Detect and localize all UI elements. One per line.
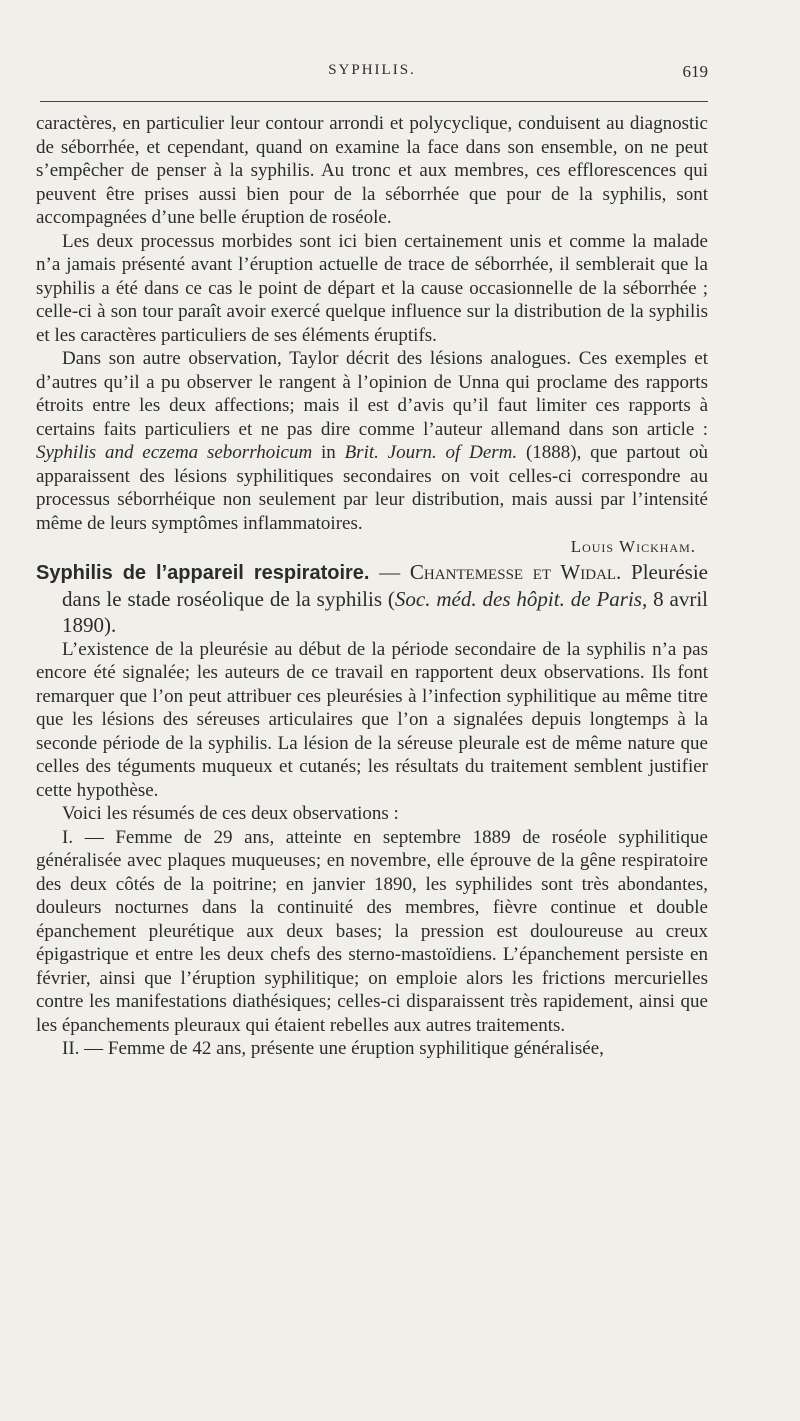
paragraph-continuation: caractères, en particulier leur contour arrondi et polycyclique, conduisent au diagnostic de séborrhée, et cependant, quand on examine la face dans son ensemble, on ne peut s’empêcher de penser à la syphilis. Au tronc et aux membres, ces efflorescences qui peuvent être prises aussi bien pour de la séborrhée que pour de la syphilis, sont accompagnées d’une belle éruption de roséole. bbox=[36, 113, 708, 228]
page-number: 619 bbox=[682, 62, 708, 81]
cited-journal: Brit. Journ. of Derm. bbox=[344, 442, 518, 463]
section-authors: Chantemesse et Widal. bbox=[409, 559, 622, 584]
header-rule bbox=[40, 101, 708, 102]
observation-1: I. — Femme de 29 ans, atteinte en septembre 1889 de roséole syphilitique généralisée avec plaques muqueuses; en novembre, elle éprouve de la gêne respiratoire des deux côtés de la poitrine; en janvier 1890, les syphilides sont très abondantes, douleurs nocturnes dans la continuité des membres, fièvre continue et double épanchement pleurétique aux deux bases; la pression est douloureuse au creux épigastrique et entre les deux chefs des sterno-mastoïdiens. L’épanchement persiste en février, ainsi que l’éruption syphilitique; on emploie alors les frictions mercurielles contre les manifestations diathésiques; celles-ci disparaissent très rapidement, ainsi que les épanchements pleuraux qui étaient rebelles aux autres traitements. bbox=[36, 826, 708, 1036]
section-title-bold: Syphilis de l’appareil respiratoire. bbox=[36, 561, 370, 584]
section-title-rest: Pleurésie dans le stade roséolique de la syphilis ( bbox=[62, 559, 708, 611]
paragraph-text: in bbox=[312, 442, 345, 463]
section-heading bbox=[36, 559, 708, 638]
running-head: SYPHILIS. bbox=[328, 62, 416, 78]
section-date: , 8 avril 1890). bbox=[62, 586, 709, 637]
author-signature: Louis Wickham. bbox=[570, 537, 696, 556]
observation-2: II. — Femme de 42 ans, présente une éruption syphilitique généralisée, bbox=[62, 1038, 604, 1059]
body-text bbox=[36, 112, 708, 1061]
paragraph-text: Dans son autre observation, Taylor décrit des lésions analogues. Ces exemples et d’autres qu’il a pu observer le rangent à l’opinion de Unna qui proclame des rapports étroits entre les deux affections; mais il est d’avis qu’il faut limiter ces rapports à certains faits particuliers et ne pas dire comme l’auteur allemand dans son article : bbox=[36, 348, 708, 440]
section-dash: — bbox=[369, 559, 410, 584]
paragraph-taylor bbox=[36, 347, 708, 535]
paragraph: Les deux processus morbides sont ici bien certainement unis et comme la malade n’a jamais présenté avant l’éruption actuelle de trace de séborrhée, il semblerait que la syphilis a été dans ce cas le point de départ et la cause occasionnelle de la séborrhée ; celle-ci à son tour paraît avoir exercé quelque influence sur la distribution de la syphilis et les caractères particuliers de ses éléments éruptifs. bbox=[36, 230, 708, 346]
paragraph: Voici les résumés de ces deux observations : bbox=[62, 803, 399, 824]
page-header bbox=[36, 62, 708, 88]
paragraph: L’existence de la pleurésie au début de la période secondaire de la syphilis n’a pas encore été signalée; les auteurs de ce travail en rapportent deux observations. Ils font remarquer que l’on peut attribuer ces pleurésies à l’infection syphilitique au même titre que les lésions des séreuses articulaires que l’on a signalées depuis longtemps à la seconde période de la syphilis. La lésion de la séreuse pleurale est de même nature que celles des téguments muqueux et cutanés; les résultats du traitement semblent justifier cette hypothèse. bbox=[36, 638, 708, 801]
cited-article-title: Syphilis and eczema seborrhoicum bbox=[36, 442, 313, 463]
section-source: Soc. méd. des hôpit. de Paris bbox=[394, 586, 642, 611]
paragraph-text: (1888), que partout où apparaissent des lésions syphilitiques secondaires on voit celles-ci correspondre au processus séborrhéique non seulement par leur distribution, mais aussi par l’intensité même de leurs symptômes inflammatoires. bbox=[36, 442, 709, 534]
